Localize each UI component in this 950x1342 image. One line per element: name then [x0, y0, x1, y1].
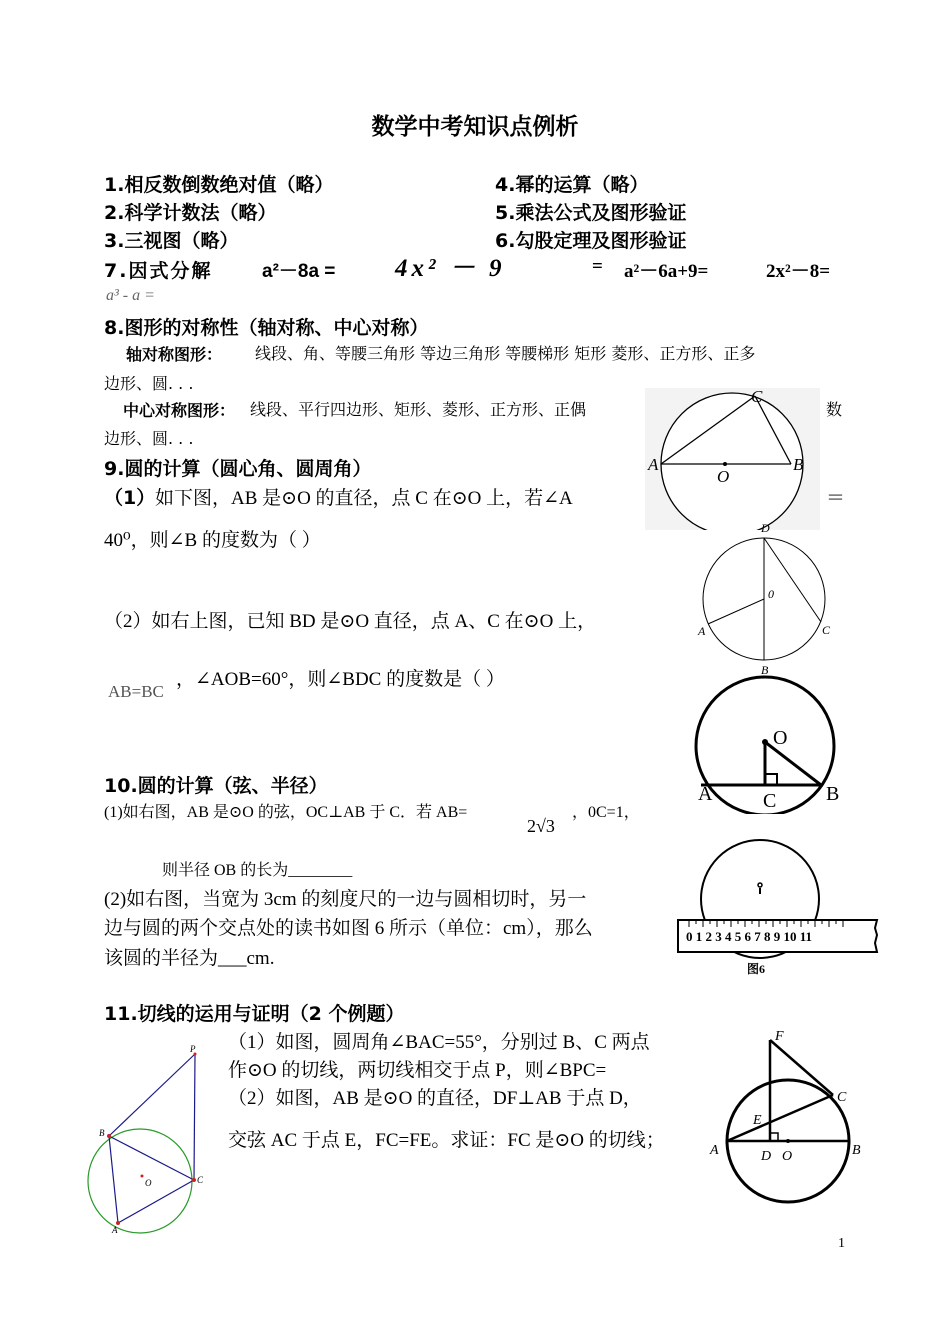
section-11-heading: 11.切线的运用与证明（2 个例题）	[104, 1003, 405, 1025]
fig1-label-c: C	[751, 388, 763, 406]
q11-1-line1: （1）如图，圆周角∠BAC=55°，分别过 B、C 两点	[228, 1032, 650, 1053]
center-symmetry-tail: 数	[826, 400, 843, 419]
q9-1-line1: 如下图，AB 是⊙O 的直径，点 C 在⊙O 上，若∠A	[155, 488, 573, 509]
expr-1: a²－8a =	[262, 261, 336, 282]
section-9-heading: 9.圆的计算（圆心角、圆周角）	[104, 458, 372, 480]
fig3-label-c: C	[763, 790, 777, 812]
page-title: 数学中考知识点例析	[371, 114, 579, 140]
fig1-label-b: B	[793, 455, 804, 474]
expr-3: a²－6a+9=	[624, 261, 709, 282]
fig1-label-o: O	[717, 467, 730, 486]
fig6-label-a: A	[710, 1143, 719, 1158]
q10-2-line1: (2)如右图，当宽为 3cm 的刻度尺的一边与圆相切时，另一	[104, 889, 587, 910]
list-item-2: 2.科学计数法（略）	[104, 202, 277, 224]
section-8-heading: 8.图形的对称性（轴对称、中心对称）	[104, 317, 429, 339]
fig5-label-p: P	[190, 1044, 196, 1054]
list-item-6: 6.勾股定理及图形验证	[495, 230, 687, 252]
center-symmetry-text-2: 边形、圆. . .	[104, 429, 194, 448]
fig6-label-c: C	[837, 1090, 847, 1105]
center-symmetry-text: 线段、平行四边形、矩形、菱形、正方形、正偶	[250, 400, 587, 419]
list-item-3: 3.三视图（略）	[104, 230, 239, 252]
fig3-label-b: B	[826, 783, 840, 805]
q11-2-line2: 交弦 AC 于点 E，FC=FE。求证：FC 是⊙O 的切线；	[228, 1130, 665, 1151]
axis-symmetry-text-2: 边形、圆. . .	[104, 374, 194, 393]
fig3-label-o: O	[773, 727, 788, 749]
fig6-label-e: E	[753, 1113, 762, 1128]
fig2-label-c: C	[822, 623, 831, 637]
q9-2-line2: ，∠AOB=60°，则∠BDC 的度数是（ ）	[176, 669, 505, 690]
figure-tangents-p	[85, 1040, 215, 1240]
fig4-ruler-numbers: 0 1 2 3 4 5 6 7 8 9 10 11	[686, 929, 813, 944]
axis-symmetry-label: 轴对称图形：	[126, 345, 223, 364]
q10-1-line1: (1)如右图，AB 是⊙O 的弦，OC⊥AB 于 C．若 AB=	[104, 804, 468, 821]
fig2-label-o: 0	[768, 587, 774, 601]
q9-1-line2: 40⁰，则∠B 的度数为（ ）	[104, 530, 321, 551]
fig6-label-d: D	[761, 1149, 772, 1164]
fig6-label-o: O	[782, 1149, 793, 1164]
list-item-5: 5.乘法公式及图形验证	[495, 202, 687, 224]
q10-2-line3: 该圆的半径为___cm.	[104, 948, 275, 969]
expr-2: 4x² － 9	[395, 255, 506, 282]
fig2-label-a: A	[698, 624, 706, 638]
fig1-label-a: A	[648, 455, 659, 474]
q10-1-mid: ，0C=1，	[572, 804, 640, 821]
q11-2-line1: （2）如图，AB 是⊙O 的直径，DF⊥AB 于点 D，	[228, 1088, 642, 1109]
q9-2-line1: （2）如右上图，已知 BD 是⊙O 直径，点 A、C 在⊙O 上，	[104, 611, 597, 632]
q9-2-arc-ab-bc: AB=BC	[108, 682, 164, 701]
q9-1-number: （1）	[104, 487, 156, 509]
figure-tangent-fc	[705, 1020, 870, 1210]
q11-1-line2: 作⊙O 的切线，两切线相交于点 P，则∠BPC=	[228, 1060, 607, 1081]
section-7-heading: 7.因式分解	[104, 260, 213, 282]
fig2-label-d: D	[761, 521, 770, 535]
fig2-label-b: B	[761, 663, 769, 677]
q10-1-line2: 则半径 OB 的长为________	[162, 862, 353, 879]
expr-2-equals: =	[592, 256, 603, 277]
q9-1-equals: ＝	[826, 488, 846, 509]
fig5-label-b: B	[99, 1128, 105, 1138]
fig3-label-a: A	[698, 783, 713, 805]
figure-chord-ab	[693, 672, 853, 814]
fig5-label-c: C	[197, 1175, 204, 1185]
center-symmetry-label: 中心对称图形：	[123, 401, 236, 420]
page-number: 1	[838, 1236, 845, 1251]
fig5-label-a: A	[112, 1225, 118, 1235]
list-item-1: 1.相反数倒数绝对值（略）	[104, 174, 334, 196]
q10-1-sqrt: 2√3	[527, 816, 555, 836]
expr-5: a³ - a =	[106, 287, 155, 304]
figure-circle-diameter-ab	[645, 388, 820, 530]
fig4-caption: 图6	[747, 962, 766, 976]
expr-4: 2x²－8=	[766, 261, 831, 282]
fig6-label-f: F	[775, 1029, 784, 1044]
figure-circle-diameter-bd	[693, 518, 838, 678]
axis-symmetry-text: 线段、角、等腰三角形 等边三角形 等腰梯形 矩形 菱形、正方形、正多	[255, 344, 756, 363]
list-item-4: 4.幂的运算（略）	[495, 174, 649, 196]
figure-circle-ruler	[675, 838, 880, 980]
fig6-label-b: B	[852, 1143, 861, 1158]
q10-2-line2: 边与圆的两个交点处的读书如图 6 所示（单位：cm），那么	[104, 918, 593, 939]
fig5-label-o: O	[145, 1178, 152, 1188]
section-10-heading: 10.圆的计算（弦、半径）	[104, 775, 328, 797]
